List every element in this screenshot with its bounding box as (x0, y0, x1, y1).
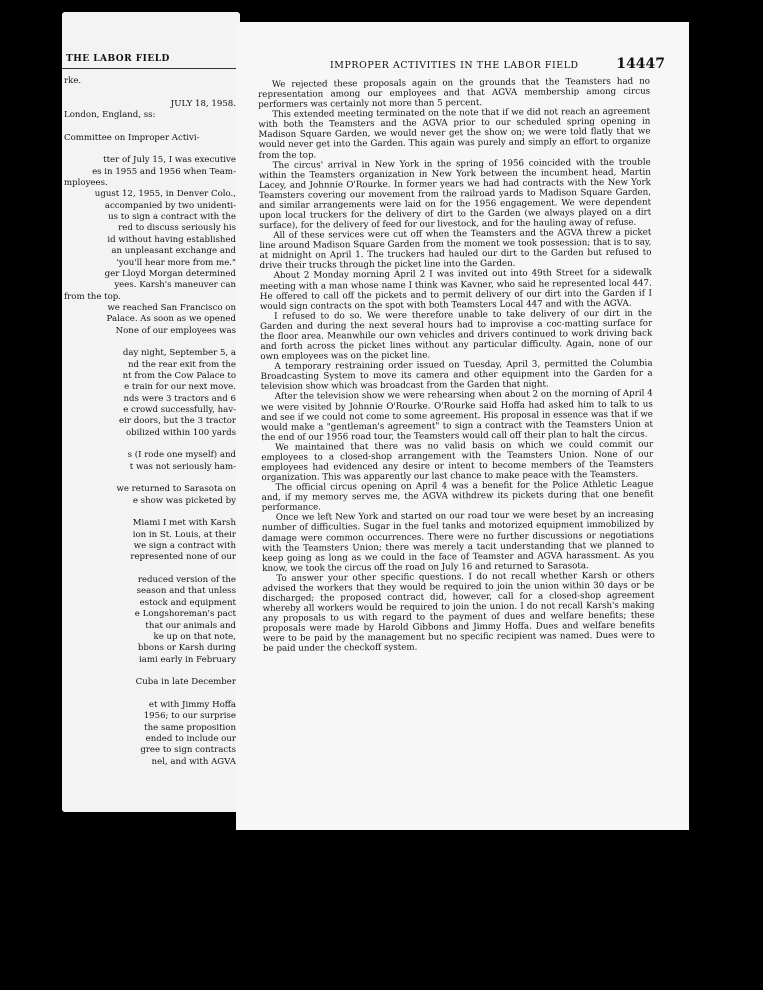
left-text-line: nds were 3 tractors and 6 (123, 393, 236, 404)
running-head-title: IMPROPER ACTIVITIES IN THE LABOR FIELD (330, 60, 579, 71)
left-text-line: ended to include our (145, 733, 236, 744)
page-number: 14447 (616, 56, 665, 72)
left-text-line: ke up on that note, (153, 631, 236, 642)
left-header-rule (62, 68, 240, 69)
left-text-line: Committee on Improper Activi- (64, 132, 200, 143)
left-text-line: rke. (64, 76, 82, 86)
left-text-line (64, 121, 236, 132)
left-text-line: represented none of our (130, 552, 236, 563)
left-text-line: iami early in February (139, 654, 236, 665)
left-text-line: estock and equipment (139, 597, 236, 608)
left-text-line: nd the rear exit from the (127, 359, 236, 370)
left-text-line: None of our employees was (115, 325, 236, 336)
paragraph: We rejected these proposals again on the grounds that the Teamsters had no representation among our employees and that AGVA membership among circus performers was certainly not more than 5 percent. (258, 76, 651, 111)
right-page (236, 22, 689, 830)
left-text-line: season and that unless (136, 586, 236, 597)
left-text-line: es in 1955 and 1956 when Team- (92, 166, 236, 177)
left-text-line: t was not seriously ham- (129, 461, 236, 472)
paragraph: About 2 Monday morning April 2 I was invited out into 49th Street for a sidewalk meeting with a man whose name I think was Kavner, who said he represented local 447. He offered to call off the pickets and to permit delivery of our dirt into the Garden if I would sign contracts on the spot with both Teamsters Local 447 and with the AGVA. (259, 268, 652, 312)
left-text-line: et with Jimmy Hoffa (148, 699, 236, 710)
left-page-text (64, 76, 236, 768)
left-text-line: an unpleasant exchange and (111, 246, 236, 257)
running-head (296, 58, 665, 74)
left-text-line: the same proposition (144, 722, 236, 733)
left-text-line: we returned to Sarasota on (116, 484, 236, 495)
left-text-line: ger Lloyd Morgan determined (104, 268, 236, 279)
left-text-line: obilized within 100 yards (125, 427, 236, 438)
left-text-line (64, 564, 236, 575)
paragraph: I refused to do so. We were therefore unable to take delivery of our dirt in the Garden and during the next several hours had to improvise a coc-matting surface for the floor area. Meanwhile our own vehicles and drivers continued to work driving back and forth across the picket lines without any particular difficulty. Again, none of our own employees was on the picket line. (260, 308, 653, 363)
left-text-line: e crowd successfully, hav- (123, 404, 236, 415)
left-text-line: yees. Karsh's maneuver can (114, 280, 236, 291)
left-text-line: day night, September 5, a (122, 348, 236, 359)
left-text-line: that our animals and (145, 620, 236, 631)
left-text-line (64, 666, 236, 677)
left-text-line (64, 87, 236, 98)
body-text (258, 77, 655, 655)
left-text-line: 'you'll hear more from me." (116, 257, 236, 268)
left-text-line: e Longshoreman's pact (134, 609, 236, 620)
left-text-line: we sign a contract with (133, 541, 236, 552)
left-text-line: bbons or Karsh during (137, 643, 236, 654)
left-page (62, 12, 240, 812)
left-text-line: Miami I met with Karsh (132, 518, 236, 529)
left-text-line: nt from the Cow Palace to (122, 370, 236, 381)
left-text-line (64, 439, 236, 450)
left-text-line: e show was picketed by (132, 495, 236, 506)
left-text-line: nel, and with AGVA (151, 756, 236, 767)
left-text-line (64, 689, 236, 700)
left-running-head: THE LABOR FIELD (66, 54, 170, 64)
paragraph: This extended meeting terminated on the note that if we did not reach an agreement with both the Teamsters and the AGVA prior to our scheduled spring opening in Madison Square Garden, we would never get the show on; we were told flatly that we would never get into the Garden. This again was purely and simply an effort to organize from the top. (258, 106, 651, 161)
left-text-line: from the top. (64, 291, 122, 302)
left-text-line: Cuba in late December (135, 677, 236, 688)
left-text-line (64, 337, 236, 348)
left-text-line: eir doors, but the 3 tractor (119, 416, 236, 427)
left-text-line: tter of July 15, I was executive (103, 155, 236, 166)
left-text-line: reduced version of the (137, 575, 236, 586)
left-text-line: accompanied by two unidenti- (104, 200, 236, 211)
left-text-line: us to sign a contract with the (108, 212, 236, 223)
left-text-line: s (I rode one myself) and (127, 450, 236, 461)
left-text-line: 1956; to our surprise (143, 711, 236, 722)
left-text-line: ion in St. Louis, at their (132, 529, 236, 540)
left-text-line: gree to sign contracts (140, 745, 236, 756)
left-text-line (64, 507, 236, 518)
left-text-line: JULY 18, 1958. (170, 98, 236, 109)
left-text-line (64, 144, 236, 155)
left-text-line: we reached San Francisco on (107, 302, 236, 313)
left-text-line (64, 473, 236, 484)
paragraph: We maintained that there was no valid basis on which we could commit our employees to a closed-shop arrangement with the Teamsters Union. None of our employees had evidenced any desire or intent to become members of the Teamsters organization. This was apparently our last chance to make peace with the Teamsters. (261, 439, 654, 484)
paragraph: A temporary restraining order issued on Tuesday, April 3, permitted the Columbia Broadcasting System to move its camera and other equipment into the Garden for a television show which was broadcast from the Garden that night. (260, 358, 653, 393)
paragraph: The official circus opening on April 4 was a benefit for the Police Athletic League and, if my memory serves me, the AGVA withdrew its pickets during that one benefit performance. (261, 479, 654, 514)
left-text-line: Palace. As soon as we opened (106, 314, 236, 325)
left-text-line: id without having established (107, 234, 236, 245)
left-text-line: London, England, ss: (64, 110, 156, 121)
paragraph: To answer your other specific questions. I do not recall whether Karsh or others advised the workers that they would be required to join the union within 30 days or be discharged; the proposed contract did, however, call for a closed-shop agreement whereby all workers would be required to join the union. I do not recall Karsh's making any proposals to us with regard to the payment of dues and welfare benefits; these proposals were made by Harold Gibbons and Jimmy Hoffa. Dues and welfare benefits were to be paid by the management but no specific recipient was named. Dues were to be paid under the checkoff system. (262, 570, 655, 655)
left-text-line: e train for our next move. (124, 382, 236, 393)
paragraph: After the television show we were rehearsing when about 2 on the morning of April 4 we were visited by Johnnie O'Rourke. O'Rourke said Hoffa had asked him to talk to us and see if we could not come to some agreement. His proposal in essence was that if we would make a "gentleman's agreement" to sign a contract with the Teamsters Union at the end of our 1956 road tour, the Teamsters would call off their plan to halt the circus. (260, 388, 654, 443)
left-text-line: red to discuss seriously his (118, 223, 236, 234)
left-text-line: mployees. (64, 178, 108, 189)
paragraph: Once we left New York and started on our road tour we were beset by an increasing number of difficulties. Sugar in the fuel tanks and motorized equipment immobilized by damage were common occurrences. There were no further discussions or negotiations with the Teamsters Union; there was merely a tacit understanding that we planned to keep going as long as we could in the face of Teamster and AGVA harassment. As you know, we took the circus off the road on July 16 and returned to Sarasota. (261, 509, 655, 574)
paragraph: All of these services were cut off when the Teamsters and the AGVA threw a picket line around Madison Square Garden from the moment we took possession; that is to say, at midnight on April 1. The truckers had hauled our dirt to the Garden but refused to drive their trucks through the picket line into the Garden. (259, 227, 652, 272)
paragraph: The circus' arrival in New York in the spring of 1956 coincided with the trouble within the Teamsters organization in New York between the incumbent head, Martin Lacey, and Johnnie O'Rourke. In former years we had had contracts with the New York Teamsters covering our movement from the railroad yards to Madison Square Garden, and similar arrangements were laid on for the 1956 engagement. We were dependent upon local truckers for the delivery of dirt to the Garden (we always played on a dirt surface), for the delivery of feed for our livestock, and for the hauling away of refuse. (258, 157, 652, 232)
left-text-line: ugust 12, 1955, in Denver Colo., (94, 189, 236, 200)
